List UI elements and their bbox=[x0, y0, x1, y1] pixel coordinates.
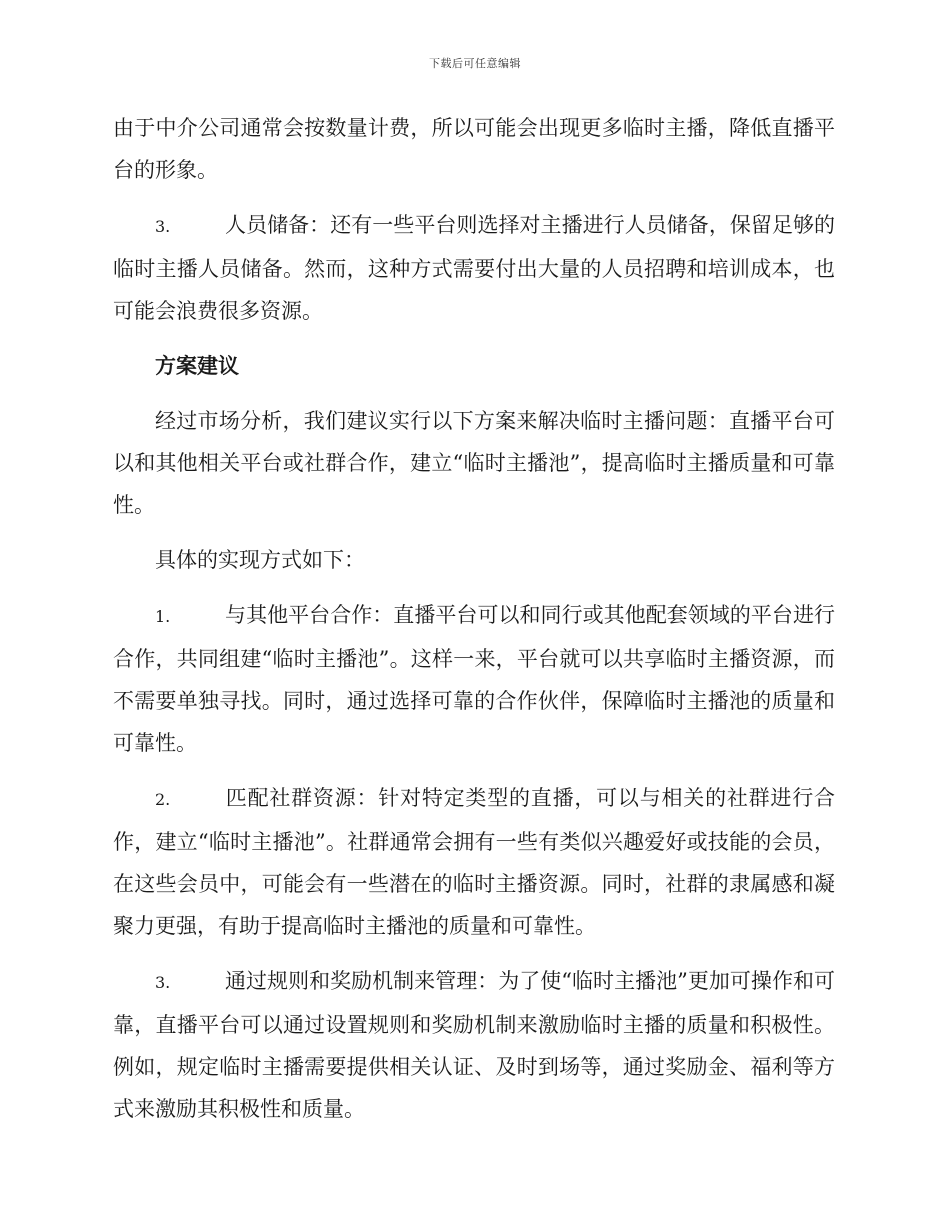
list-item-text: 与其他平台合作：直播平台可以和同行或其他配套领域的平台进行合作，共同组建“临时主播池”。这样一来，平台就可以共享临时主播资源，而不需要单独寻找。同时，通过选择可靠的合作伙伴，保障临时主播池的质量和可靠性。 bbox=[113, 603, 835, 755]
list-item-text: 人员储备：还有一些平台则选择对主播进行人员储备，保留足够的临时主播人员储备。然而，这种方式需要付出大量的人员招聘和培训成本，也可能会浪费很多资源。 bbox=[113, 213, 835, 323]
list-item-rules-rewards bbox=[113, 960, 835, 1130]
paragraph-proposal: 经过市场分析，我们建议实行以下方案来解决临时主播问题：直播平台可以和其他相关平台或社群合作，建立“临时主播池”，提高临时主播质量和可靠性。 bbox=[113, 409, 835, 517]
list-number: 3. bbox=[155, 217, 171, 236]
paragraph-continuation: 由于中介公司通常会按数量计费，所以可能会出现更多临时主播，降低直播平台的形象。 bbox=[113, 116, 835, 182]
list-item-community-resources bbox=[113, 777, 835, 947]
list-item-text: 通过规则和奖励机制来管理：为了使“临时主播池”更加可操作和可靠，直播平台可以通过设置规则和奖励机制来激励临时主播的质量和积极性。例如，规定临时主播需要提供相关认证、及时到场等，通过奖励金、福利等方式来激励其积极性和质量。 bbox=[113, 969, 835, 1121]
list-number: 1. bbox=[155, 607, 171, 626]
section-heading: 方案建议 bbox=[155, 354, 239, 378]
list-item-partner-platforms bbox=[113, 594, 835, 764]
paragraph-intro: 具体的实现方式如下： bbox=[155, 548, 365, 572]
list-item-staff-reserve bbox=[113, 204, 835, 332]
list-number: 3. bbox=[155, 973, 171, 992]
document-body bbox=[113, 107, 835, 1143]
list-number: 2. bbox=[155, 790, 171, 809]
page-header: 下载后可任意编辑 bbox=[429, 57, 521, 70]
list-item-text: 匹配社群资源：针对特定类型的直播，可以与相关的社群进行合作，建立“临时主播池”。社群通常会拥有一些有类似兴趣爱好或技能的会员，在这些会员中，可能会有一些潜在的临时主播资源。同时，社群的隶属感和凝聚力更强，有助于提高临时主播池的质量和可靠性。 bbox=[113, 786, 835, 938]
